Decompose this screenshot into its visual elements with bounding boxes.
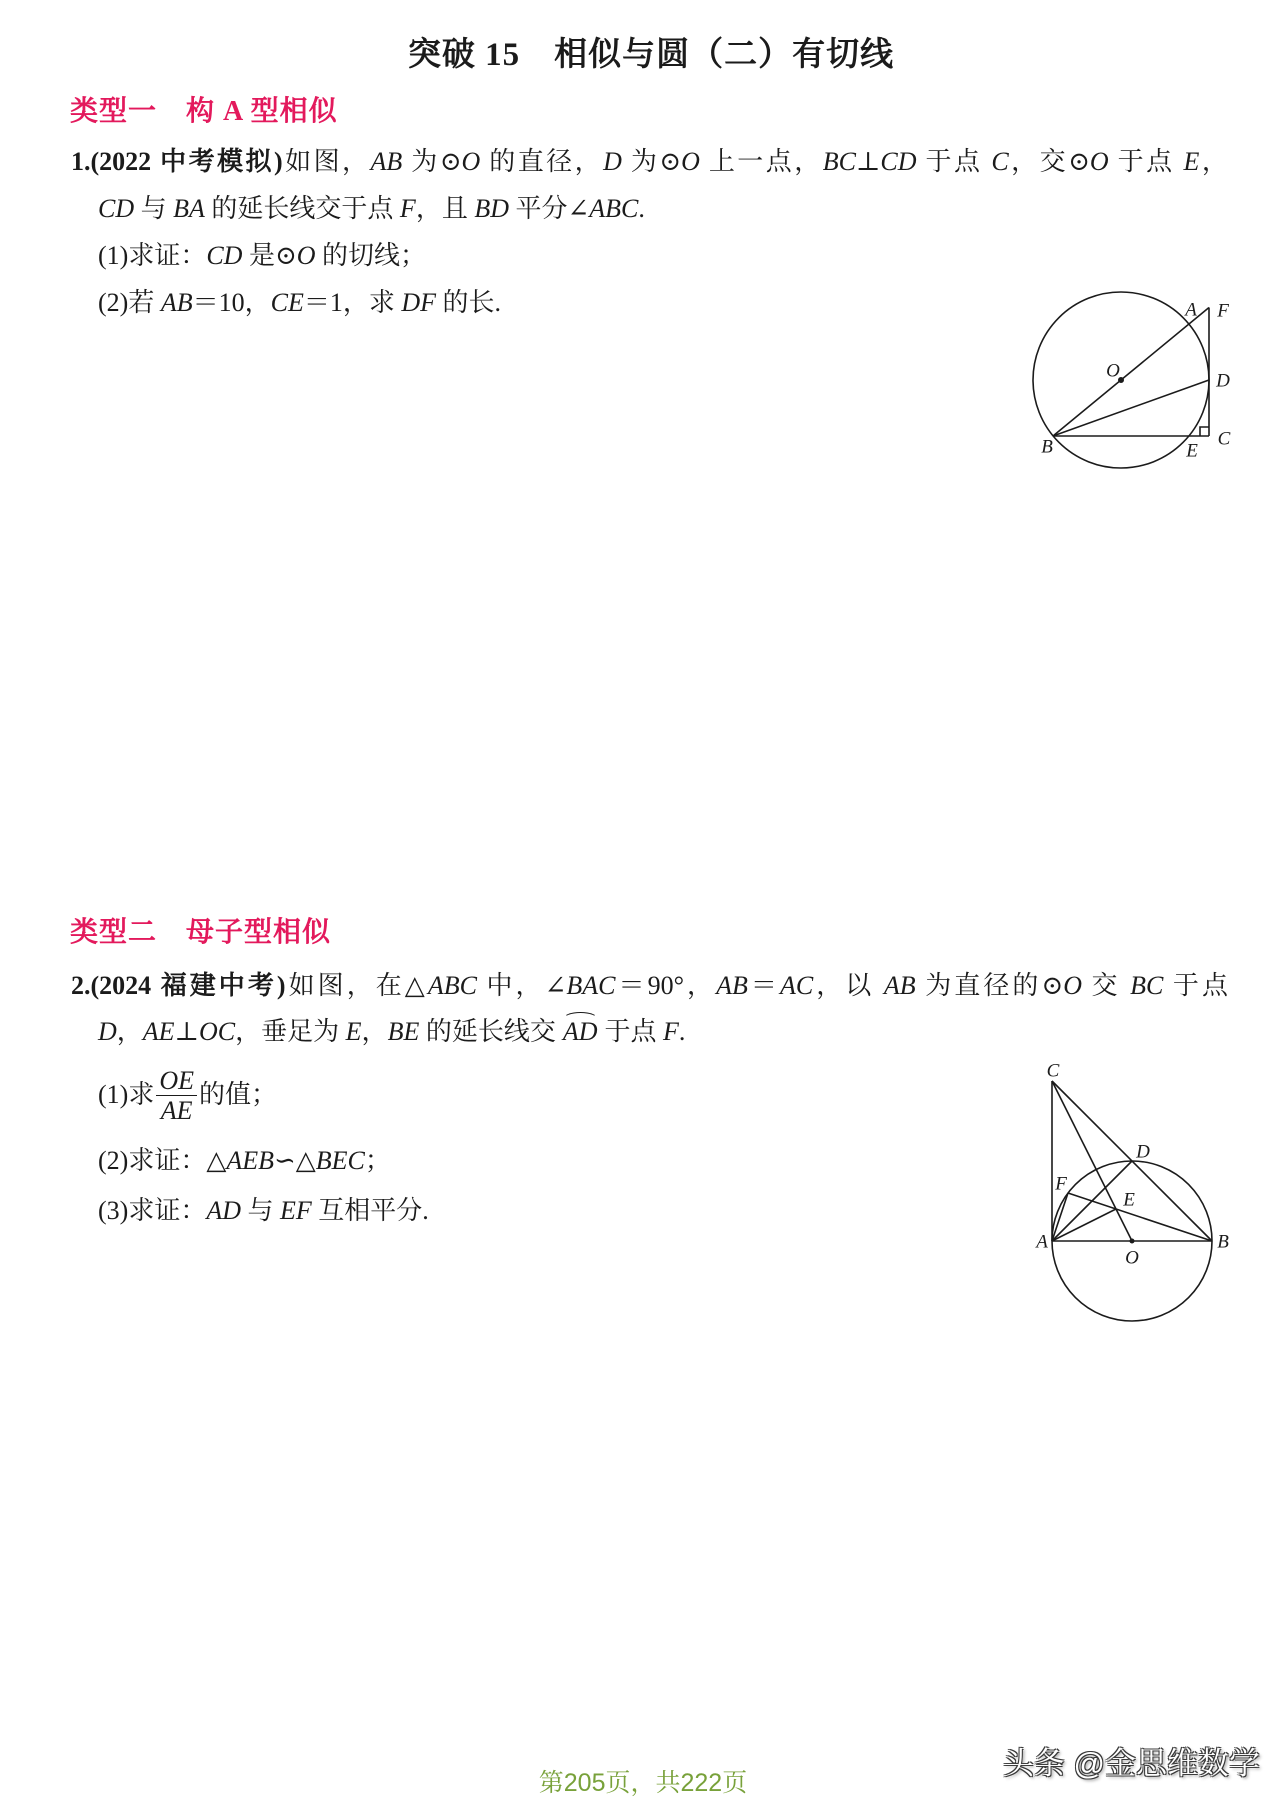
- math-variable: ABC: [427, 971, 477, 1000]
- point-label-b: B: [1041, 436, 1053, 458]
- problem-1-number: 1.: [71, 147, 91, 176]
- point-label-f: F: [1055, 1173, 1067, 1195]
- problem-2-number: 2.: [71, 971, 91, 1000]
- segment-co: [1052, 1081, 1132, 1241]
- math-variable: O: [1063, 971, 1082, 1000]
- math-variable: BD: [474, 194, 509, 223]
- problem-1-statement-line-1: [71, 138, 1228, 185]
- math-variable: C: [991, 147, 1009, 176]
- math-variable: CE: [270, 288, 304, 317]
- problem-2-statement-line-1: [71, 962, 1228, 1009]
- point-label-f: F: [1217, 300, 1229, 322]
- figure-1: [1030, 290, 1240, 470]
- problem-2-part-1: [98, 1064, 277, 1126]
- fraction-numerator: OE: [156, 1066, 197, 1096]
- math-variable: BE: [387, 1017, 420, 1046]
- math-variable: O: [1089, 147, 1109, 176]
- point-label-a: A: [1036, 1231, 1048, 1253]
- math-variable: ABC: [589, 194, 639, 223]
- math-variable: AEB: [226, 1146, 274, 1175]
- point-label-c: C: [1046, 1060, 1060, 1082]
- math-variable: CD: [98, 194, 135, 223]
- problem-1-part-2: (2)若 AB＝10，CE＝1，求 DF 的长.: [98, 288, 502, 317]
- problem-2-text-before-arc: D，AE⊥OC，垂足为 E，BE 的延长线交: [98, 1017, 556, 1046]
- math-variable: E: [1183, 147, 1200, 176]
- segment-bf: [1068, 1193, 1212, 1241]
- problem-1-source: (2022 中考模拟): [90, 147, 283, 176]
- part-1-prefix: (1)求: [98, 1080, 155, 1109]
- problem-2-text-after-arc: 于点 F.: [604, 1017, 686, 1046]
- math-variable: DF: [401, 288, 437, 317]
- part-1-suffix: 的值；: [199, 1080, 278, 1109]
- problem-1-statement-line-2: CD 与 BA 的延长线交于点 F，且 BD 平分∠ABC.: [98, 194, 645, 223]
- math-variable: AB: [883, 971, 916, 1000]
- watermark: 头条 @金思维数学: [1002, 1746, 1260, 1781]
- math-variable: AB: [160, 288, 193, 317]
- math-variable: E: [345, 1017, 362, 1046]
- math-variable: CD: [880, 147, 917, 176]
- math-variable: EF: [280, 1196, 312, 1225]
- point-label-c: C: [1217, 428, 1231, 450]
- math-variable: F: [663, 1017, 679, 1046]
- point-label-d: D: [1136, 1141, 1150, 1163]
- math-variable: AE: [142, 1017, 175, 1046]
- segment-bf: [1053, 308, 1209, 437]
- figure-2: [1030, 1060, 1240, 1330]
- math-variable: BAC: [566, 971, 616, 1000]
- math-variable: D: [98, 1017, 117, 1046]
- math-variable: D: [603, 147, 622, 176]
- problem-1-part-1: (1)求证：CD 是⊙O 的切线；: [98, 241, 427, 270]
- problem-2-statement-line-2: [98, 1008, 685, 1055]
- section-heading-type-2: 类型二 母子型相似: [70, 917, 332, 948]
- point-label-e: E: [1186, 440, 1198, 462]
- math-variable: O: [681, 147, 700, 176]
- math-variable: AC: [779, 971, 814, 1000]
- problem-1-text: 如图，AB 为⊙O 的直径，D 为⊙O 上一点，BC⊥CD 于点 C，交⊙O 于点 E，: [282, 147, 1228, 176]
- arc-ad: AD: [562, 1017, 598, 1046]
- math-variable: AB: [716, 971, 748, 1000]
- point-label-e: E: [1123, 1189, 1135, 1211]
- math-variable: F: [399, 194, 416, 223]
- problem-2-part-3: (3)求证：AD 与 EF 互相平分.: [98, 1196, 429, 1225]
- math-variable: CD: [206, 241, 243, 270]
- math-variable: AB: [370, 147, 403, 176]
- math-variable: O: [461, 147, 481, 176]
- math-variable: BC: [1130, 971, 1164, 1000]
- math-variable: BEC: [315, 1146, 365, 1175]
- math-variable: AD: [206, 1196, 241, 1225]
- math-variable: OC: [199, 1017, 236, 1046]
- point-label-d: D: [1216, 370, 1230, 392]
- math-variable: BC: [822, 147, 856, 176]
- segment-bd: [1053, 380, 1209, 436]
- point-label-b: B: [1217, 1231, 1229, 1253]
- math-variable: O: [296, 241, 316, 270]
- right-angle-mark: [1200, 427, 1209, 436]
- page-indicator: 第205页，共222页: [538, 1769, 748, 1797]
- problem-2-text: 如图，在△ABC 中，∠BAC＝90°，AB＝AC，以 AB 为直径的⊙O 交 BC 于点: [285, 971, 1228, 1000]
- point-label-a: A: [1185, 299, 1197, 321]
- point-label-o: O: [1125, 1247, 1139, 1269]
- math-variable: BA: [173, 194, 205, 223]
- center-point-o: [1130, 1239, 1135, 1244]
- fraction-denominator: AE: [160, 1095, 193, 1125]
- problem-2-part-2: (2)求证：△AEB∽△BEC；: [98, 1146, 391, 1175]
- point-label-o: O: [1106, 360, 1120, 382]
- page-title: 突破 15 相似与圆（二）有切线: [407, 37, 895, 73]
- problem-2-source: (2024 福建中考): [90, 971, 286, 1000]
- fraction-oe-over-ae: [156, 1066, 197, 1125]
- section-heading-type-1: 类型一 构 A 型相似: [70, 96, 338, 127]
